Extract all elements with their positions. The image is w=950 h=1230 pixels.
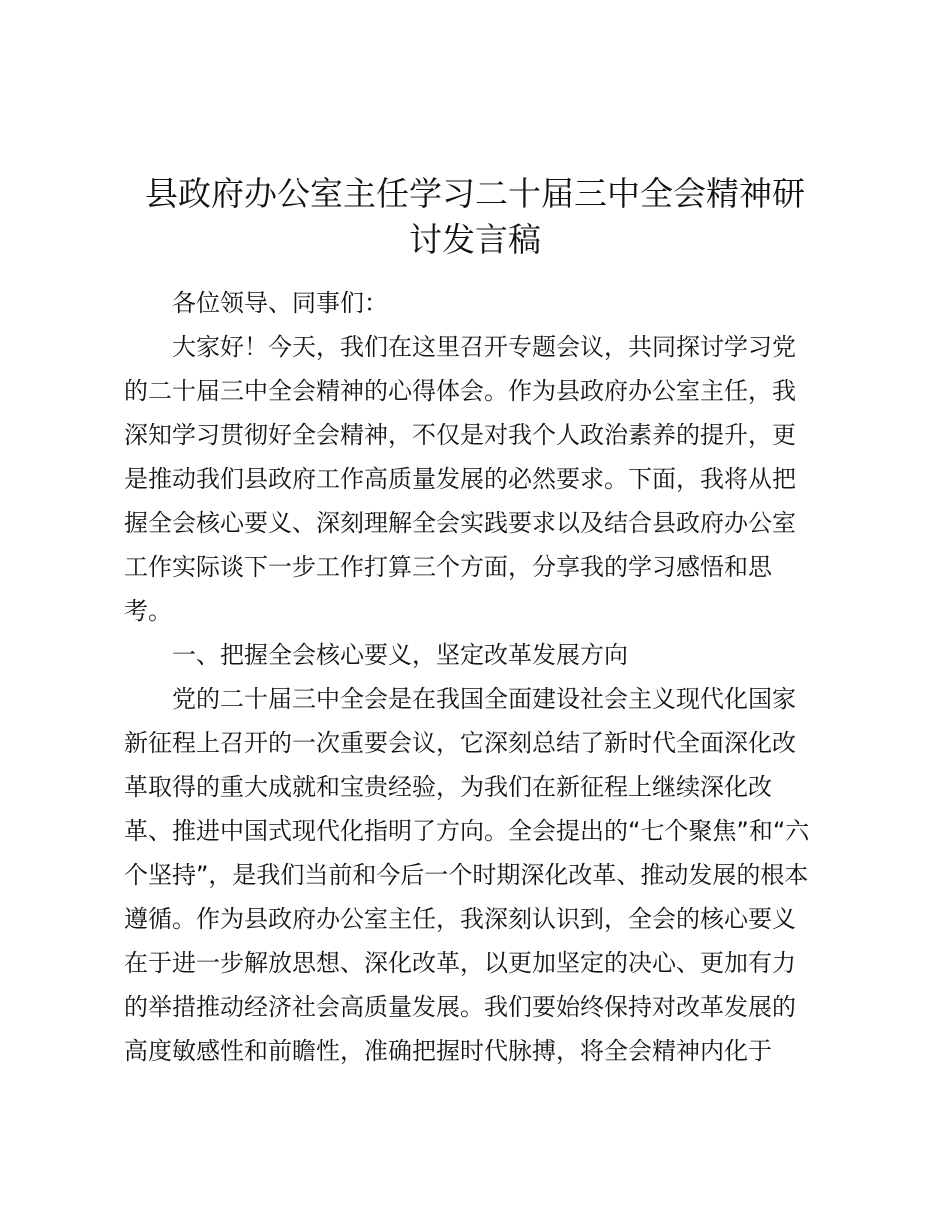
body-line: 新征程上召开的一次重要会议，它深刻总结了新时代全面深化改 xyxy=(124,729,796,757)
body-line: 高度敏感性和前瞻性，准确把握时代脉搏，将全会精神内化于 xyxy=(124,1037,772,1065)
body-line: 遵循。作为县政府办公室主任，我深刻认识到，全会的核心要义 xyxy=(124,905,796,933)
document-title-line-2: 讨发言稿 xyxy=(409,220,541,259)
body-line: 大家好！今天，我们在这里召开专题会议，共同探讨学习党 xyxy=(172,333,796,361)
salutation: 各位领导、同事们： xyxy=(172,289,388,317)
body-line: 革、推进中国式现代化指明了方向。全会提出的“七个聚焦”和“六 xyxy=(124,817,810,845)
body-line: 在于进一步解放思想、深化改革，以更加坚定的决心、更加有力 xyxy=(124,949,796,977)
body-line: 个坚持”，是我们当前和今后一个时期深化改革、推动发展的根本 xyxy=(124,861,809,889)
body-line: 考。 xyxy=(124,597,172,625)
body-line: 握全会核心要义、深刻理解全会实践要求以及结合县政府办公室 xyxy=(124,509,796,537)
body-line: 是推动我们县政府工作高质量发展的必然要求。下面，我将从把 xyxy=(124,465,796,493)
body-line: 深知学习贯彻好全会精神，不仅是对我个人政治素养的提升，更 xyxy=(124,421,796,449)
body-line: 的二十届三中全会精神的心得体会。作为县政府办公室主任，我 xyxy=(124,377,796,405)
body-line: 革取得的重大成就和宝贵经验，为我们在新征程上继续深化改 xyxy=(124,773,772,801)
body-line: 的举措推动经济社会高质量发展。我们要始终保持对改革发展的 xyxy=(124,993,796,1021)
section-heading: 一、把握全会核心要义，坚定改革发展方向 xyxy=(172,641,628,669)
document-title-line-1: 县政府办公室主任学习二十届三中全会精神研 xyxy=(145,174,805,213)
body-line: 工作实际谈下一步工作打算三个方面，分享我的学习感悟和思 xyxy=(124,553,772,581)
body-line: 党的二十届三中全会是在我国全面建设社会主义现代化国家 xyxy=(172,685,796,713)
